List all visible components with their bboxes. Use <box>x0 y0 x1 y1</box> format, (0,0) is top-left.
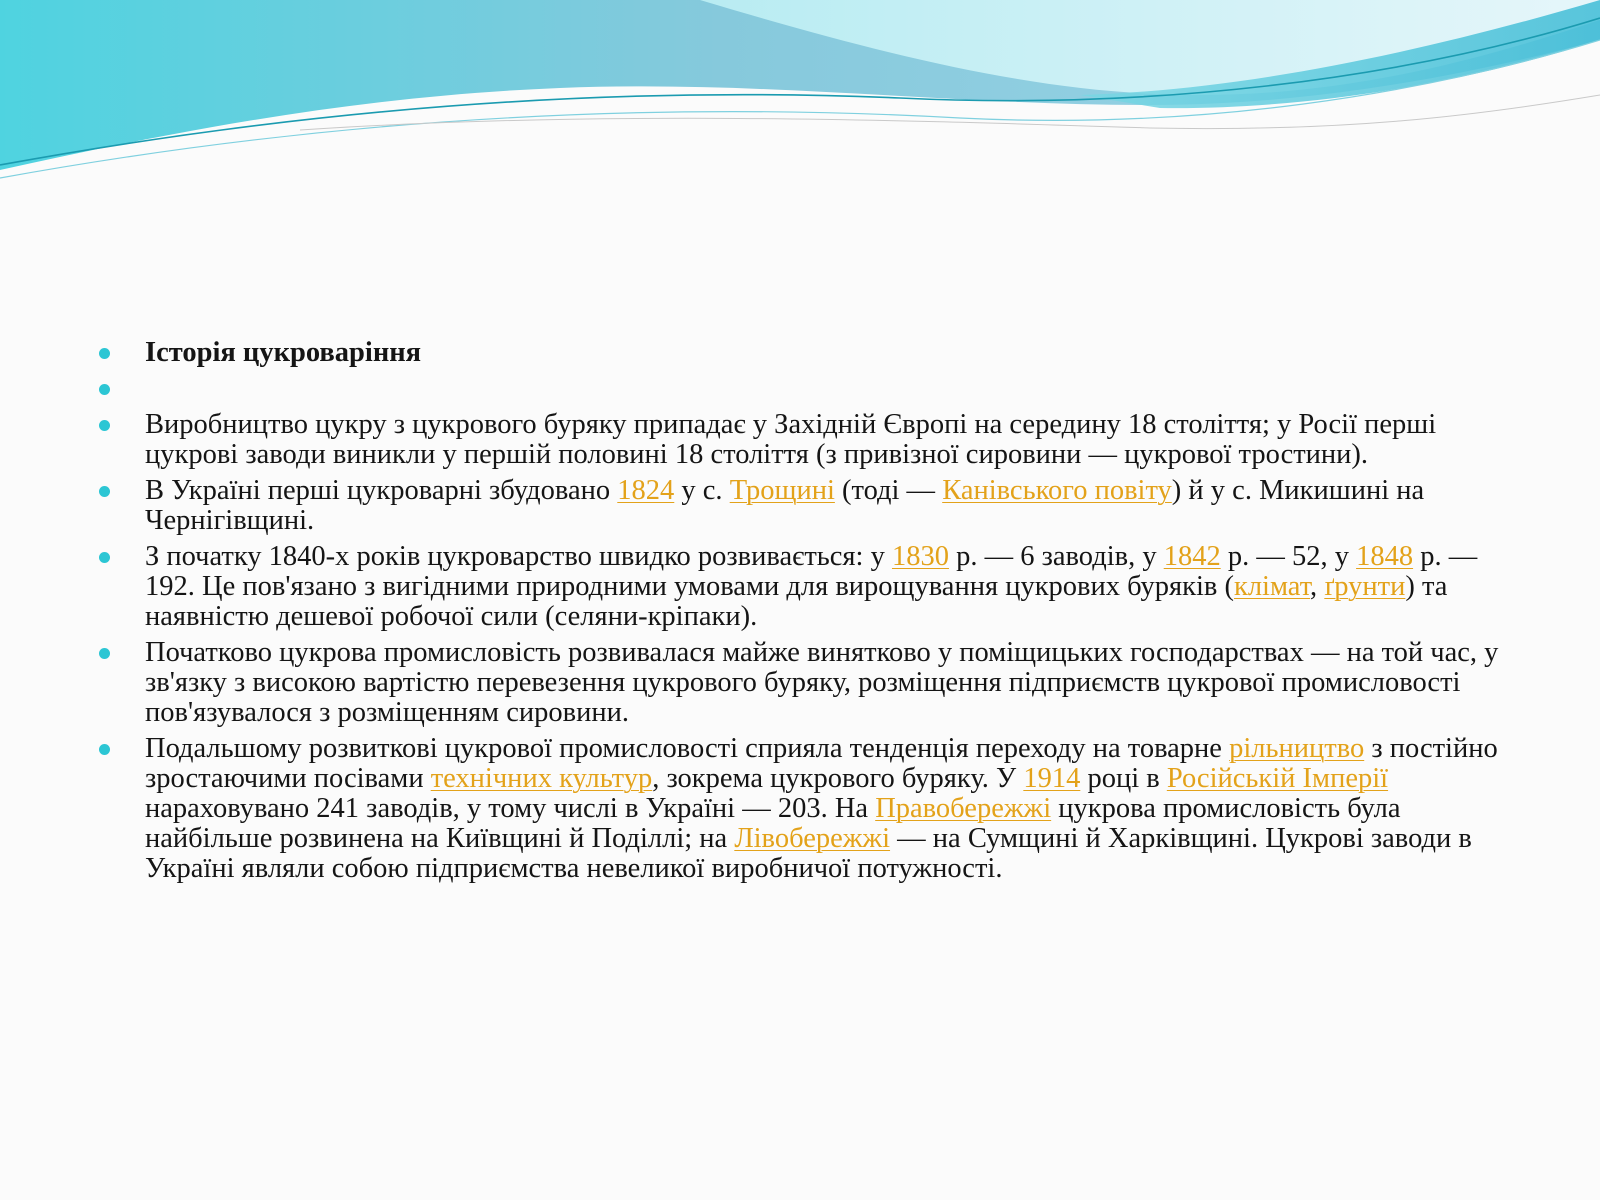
link-left-bank[interactable]: Лівобережжі <box>734 823 891 854</box>
link-russian-empire[interactable]: Російській Імперії <box>1166 763 1389 794</box>
link-climate[interactable]: клімат <box>1233 571 1311 602</box>
bullet-icon <box>99 384 110 395</box>
link-1914[interactable]: 1914 <box>1023 763 1081 794</box>
slide-title: Історія цукроваріння <box>145 337 422 368</box>
list-item <box>95 734 1525 884</box>
link-agriculture[interactable]: рільництво <box>1229 733 1365 764</box>
text-run: ) й у с. Микишині на Чернігівщині. <box>145 475 1425 536</box>
text-run: р. — 52, у <box>1220 541 1357 572</box>
bullet-icon <box>99 744 110 755</box>
text-run: у с. <box>674 475 730 506</box>
bullet-icon <box>99 648 110 659</box>
text-run: цукрова промисловість була найбільше розвинена на Київщині й Поділлі; на <box>145 793 1401 854</box>
list-item <box>95 476 1525 536</box>
link-soils[interactable]: ґрунти <box>1324 571 1406 602</box>
text-run: з постійно зростаючими посівами <box>145 733 1498 794</box>
bullet-icon <box>99 552 110 563</box>
link-kaniv-county[interactable]: Канівського повіту <box>942 475 1172 506</box>
list-item <box>95 638 1525 728</box>
link-right-bank[interactable]: Правобережжі <box>875 793 1052 824</box>
list-item-title <box>95 338 1525 368</box>
paragraph-text: Виробництво цукру з цукрового буряку припадає у Західній Європі на середину 18 століття; у Росії перші цукрові заводи виникли у першій половині 18 століття (з привізної сировини — цукрової тростини). <box>145 409 1437 470</box>
slide-body <box>95 338 1525 890</box>
link-1830[interactable]: 1830 <box>891 541 949 572</box>
text-run: р. — 192. Це пов'язано з вигідними природними умовами для вирощування цукрових буряків ( <box>145 541 1478 602</box>
link-1824[interactable]: 1824 <box>617 475 675 506</box>
text-run: (тоді — <box>834 475 943 506</box>
text-run: Подальшому розвиткові цукрової промисловості сприяла тенденція переходу на товарне <box>145 733 1230 764</box>
text-run: В Україні перші цукроварні збудовано <box>145 475 618 506</box>
text-run: ) та наявністю дешевої робочої сили (селяни-кріпаки). <box>145 571 1448 632</box>
wave-banner-decoration <box>0 0 1600 200</box>
paragraph-text: Початково цукрова промисловість розвивалася майже винятково у поміщицьких господарствах — на той час, у зв'язку з високою вартістю перевезення цукрового буряку, розміщення підприємств цукрової промисловості пов'язувалося з розміщенням сировини. <box>145 637 1499 728</box>
text-run: нараховувано 241 заводів, у тому числі в Україні — 203. На <box>145 793 876 824</box>
text-run: р. — 6 заводів, у <box>948 541 1164 572</box>
text-run: році в <box>1080 763 1167 794</box>
bullet-icon <box>99 420 110 431</box>
text-run: — на Сумщині й Харківщині. Цукрові заводи в Україні являли собою підприємства невеликої виробничої потужності. <box>145 823 1472 884</box>
bullet-icon <box>99 486 110 497</box>
list-item-empty <box>95 374 1525 404</box>
text-run: , зокрема цукрового буряку. У <box>652 763 1024 794</box>
bullet-list <box>95 338 1525 884</box>
bullet-icon <box>99 348 110 359</box>
text-run: , <box>1310 571 1325 602</box>
link-1842[interactable]: 1842 <box>1163 541 1221 572</box>
text-run: З початку 1840-х років цукроварство швидко розвивається: у <box>145 541 892 572</box>
list-item <box>95 542 1525 632</box>
link-technical-crops[interactable]: технічних культур <box>430 763 653 794</box>
link-1848[interactable]: 1848 <box>1356 541 1414 572</box>
list-item <box>95 410 1525 470</box>
link-troshchyn[interactable]: Трощині <box>729 475 835 506</box>
